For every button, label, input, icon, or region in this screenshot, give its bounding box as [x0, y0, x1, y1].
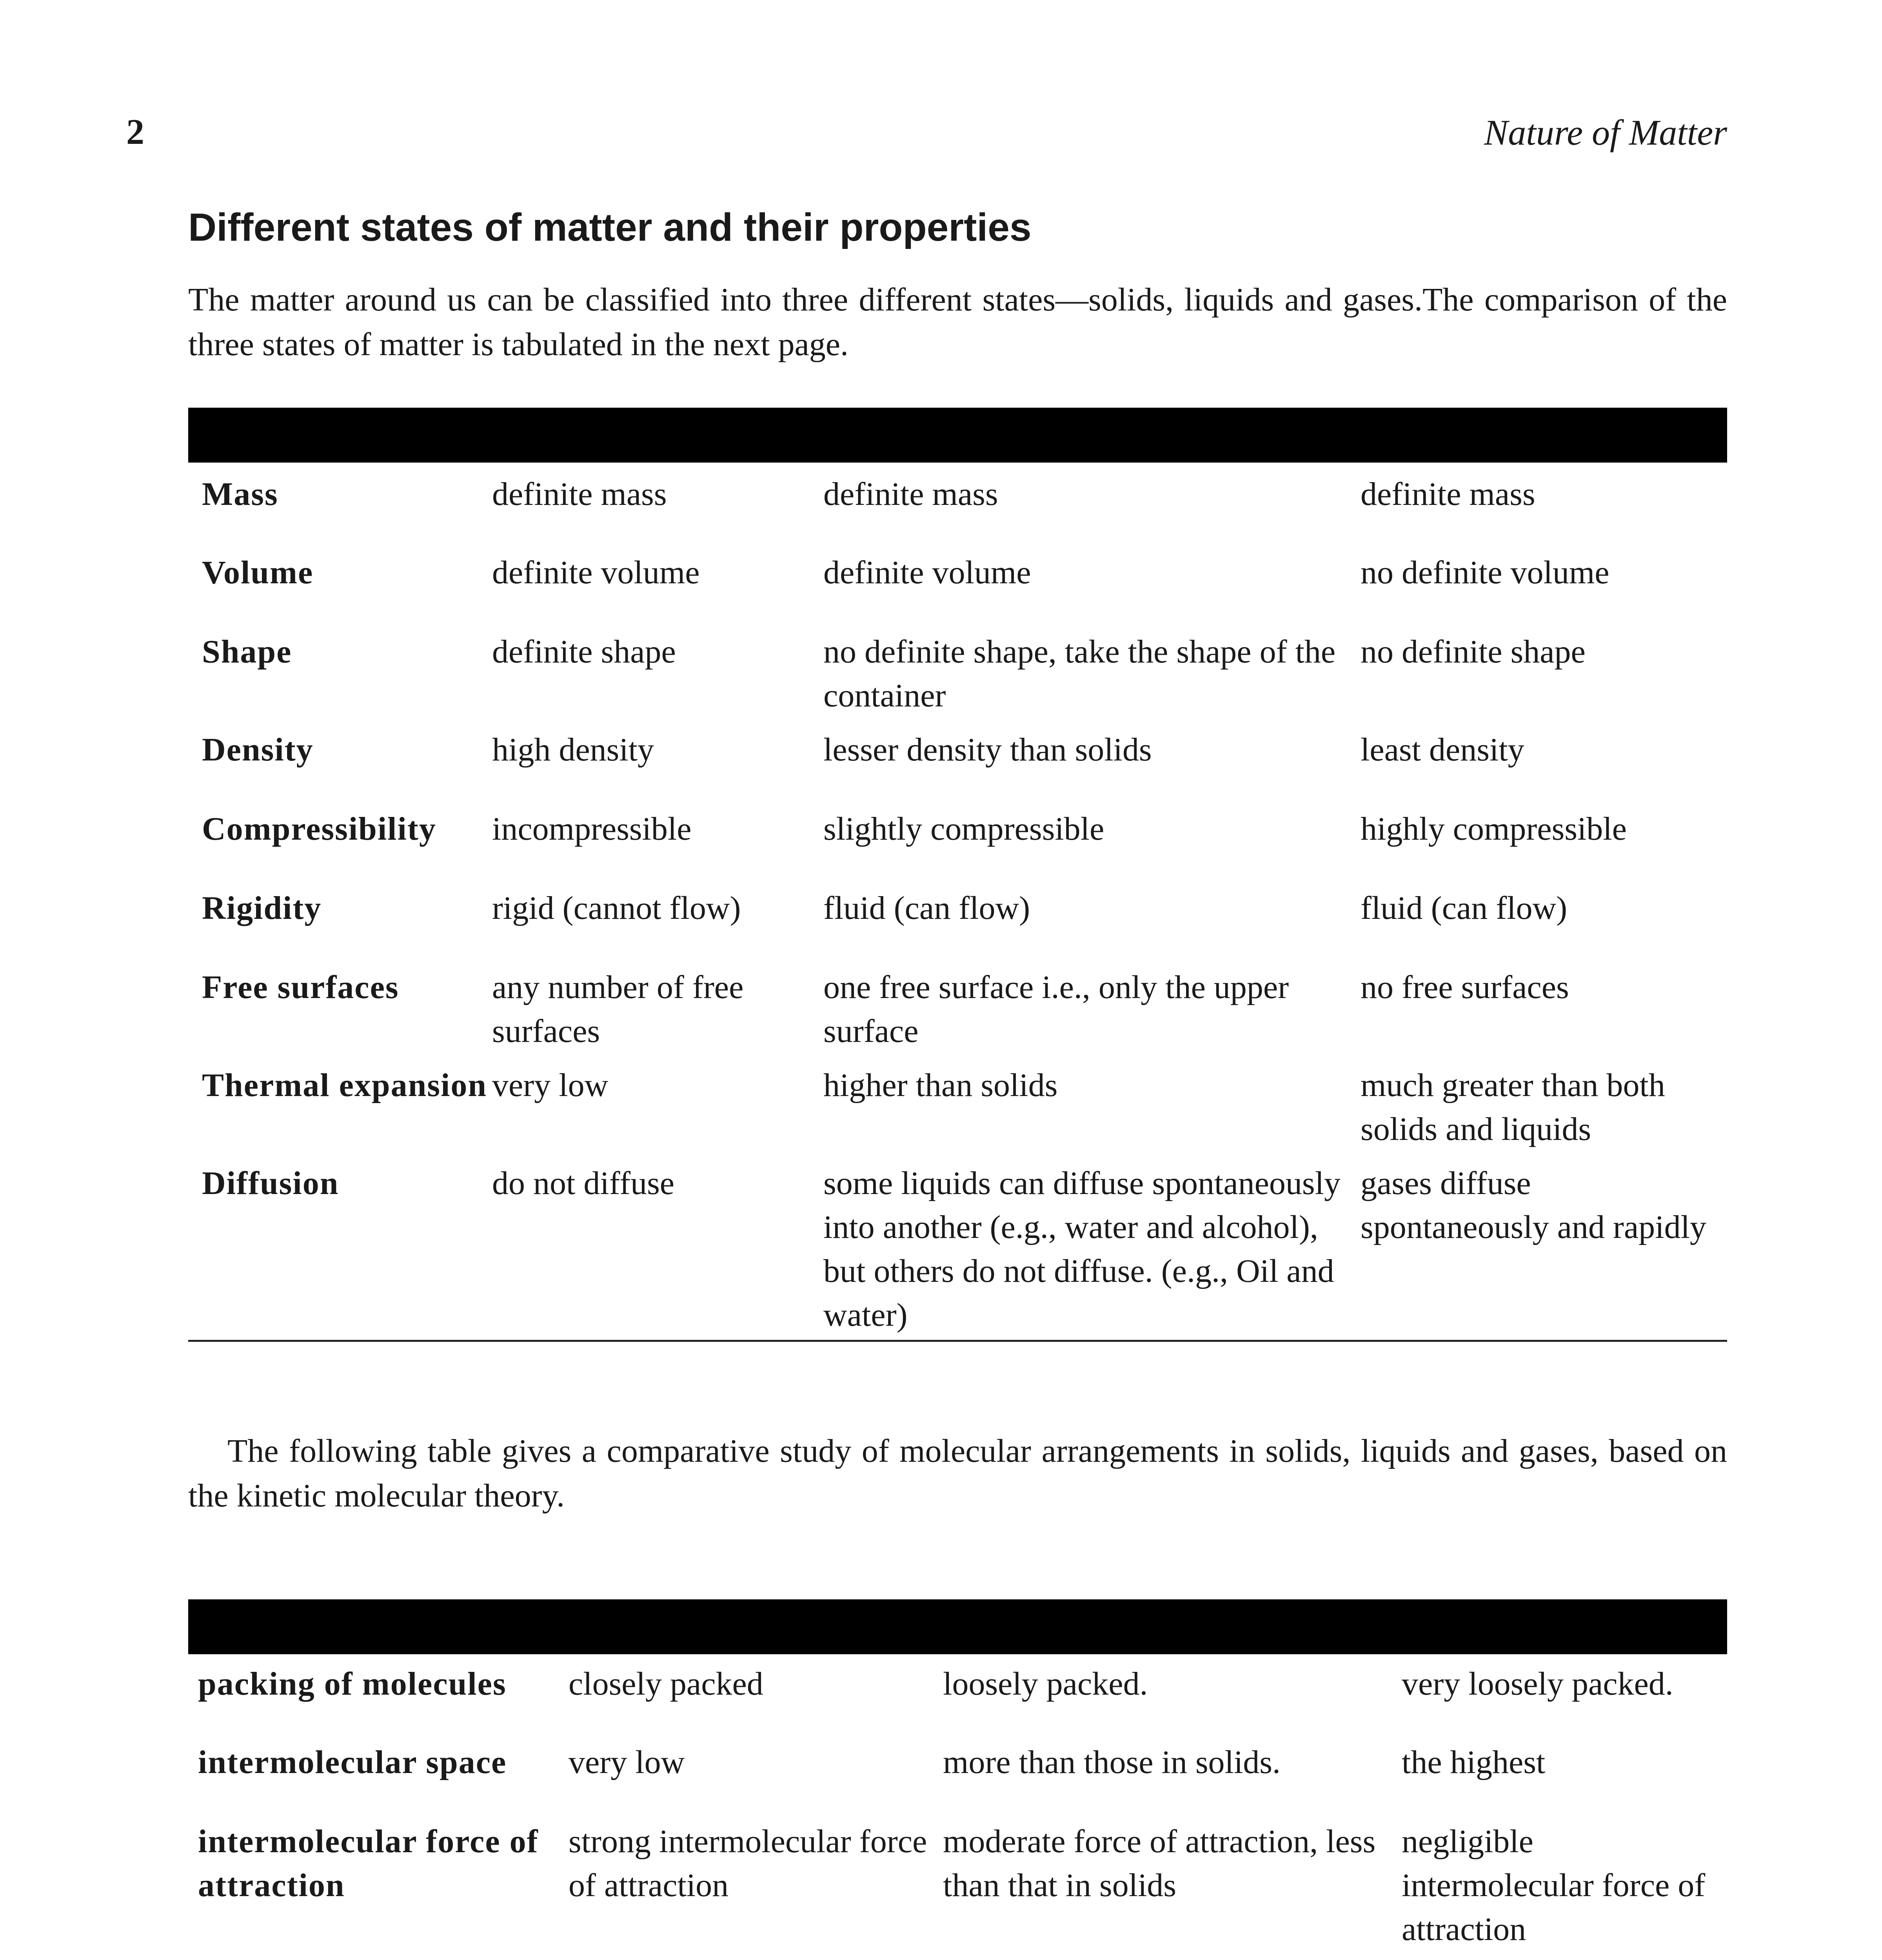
gas-cell: fluid (can flow)	[1361, 890, 1568, 926]
properties-table	[188, 408, 1727, 1342]
row-label: Mass	[202, 476, 278, 512]
table-row	[188, 1740, 1727, 1820]
gas-cell: no definite volume	[1361, 554, 1610, 591]
gas-cell: gases diffuse spontaneously and rapidly	[1361, 1165, 1706, 1245]
running-head: Nature of Matter	[1484, 113, 1727, 152]
row-label: Volume	[202, 554, 314, 591]
liquid-cell: no definite shape, take the shape of the container	[823, 633, 1336, 714]
row-label: Free surfaces	[202, 969, 399, 1005]
intro-paragraph: The matter around us can be classified into three different states—solids, liquids and gases.The comparison of the three states of matter is tabulated in the next page.	[188, 281, 1727, 363]
row-label: Density	[202, 731, 314, 768]
table-header-bar	[188, 408, 1727, 463]
liquid-cell: more than those in solids.	[943, 1744, 1281, 1780]
page-number: 2	[126, 112, 144, 152]
solid-cell: do not diffuse	[492, 1165, 675, 1201]
row-label: intermolecular space	[198, 1744, 507, 1780]
liquid-cell: moderate force of attraction, less than that in solids	[943, 1823, 1376, 1904]
liquid-cell: some liquids can diffuse spontaneously into another (e.g., water and alcohol), but others do not diffuse. (e.g., Oil and water)	[823, 1165, 1341, 1333]
between-paragraph: The following table gives a comparative study of molecular arrangements in solids, liquids and gases, based on the kinetic molecular theory.	[188, 1433, 1727, 1514]
solid-cell: definite volume	[492, 554, 700, 591]
row-label: Diffusion	[202, 1165, 339, 1201]
table-row	[188, 1820, 1727, 1960]
solid-cell: very low	[569, 1744, 685, 1780]
gas-cell: negligible intermolecular force of attraction	[1402, 1823, 1706, 1947]
table-row	[188, 463, 1727, 551]
solid-cell: rigid (cannot flow)	[492, 890, 741, 926]
solid-cell: strong intermolecular force of attraction	[569, 1823, 927, 1904]
liquid-cell: higher than solids	[823, 1067, 1058, 1103]
row-label: Shape	[202, 633, 292, 670]
gas-cell: definite mass	[1361, 476, 1535, 512]
table-row	[188, 886, 1727, 965]
liquid-cell: fluid (can flow)	[823, 890, 1030, 926]
gas-cell: no free surfaces	[1361, 969, 1569, 1005]
molecular-table	[188, 1599, 1727, 1960]
solid-cell: any number of free surfaces	[492, 969, 744, 1049]
table-row	[188, 1063, 1727, 1161]
liquid-cell: one free surface i.e., only the upper surface	[823, 969, 1289, 1049]
gas-cell: least density	[1361, 731, 1524, 768]
table-row	[188, 965, 1727, 1063]
row-label: Compressibility	[202, 811, 436, 847]
row-label: intermolecular force of attraction	[198, 1823, 539, 1904]
liquid-cell: definite volume	[823, 554, 1031, 591]
gas-cell: the highest	[1402, 1744, 1546, 1780]
row-label: Thermal expansion	[202, 1067, 487, 1103]
table-row	[188, 1161, 1727, 1341]
liquid-cell: loosely packed.	[943, 1666, 1148, 1702]
table-row	[188, 807, 1727, 886]
table-row	[188, 1654, 1727, 1740]
table-row	[188, 728, 1727, 807]
solid-cell: high density	[492, 731, 654, 768]
section-title: Different states of matter and their properties	[188, 205, 1032, 249]
solid-cell: definite mass	[492, 476, 667, 512]
gas-cell: much greater than both solids and liquids	[1361, 1067, 1665, 1147]
solid-cell: very low	[492, 1067, 609, 1103]
solid-cell: definite shape	[492, 633, 676, 670]
gas-cell: no definite shape	[1361, 633, 1586, 670]
liquid-cell: definite mass	[823, 476, 998, 512]
solid-cell: closely packed	[569, 1666, 763, 1702]
liquid-cell: slightly compressible	[823, 811, 1104, 847]
table-row	[188, 630, 1727, 728]
gas-cell: highly compressible	[1361, 811, 1627, 847]
table-row	[188, 551, 1727, 630]
solid-cell: incompressible	[492, 811, 692, 847]
row-label: packing of molecules	[198, 1666, 507, 1702]
gas-cell: very loosely packed.	[1402, 1666, 1673, 1702]
liquid-cell: lesser density than solids	[823, 731, 1152, 768]
table-header-bar	[188, 1599, 1727, 1654]
row-label: Rigidity	[202, 890, 322, 926]
